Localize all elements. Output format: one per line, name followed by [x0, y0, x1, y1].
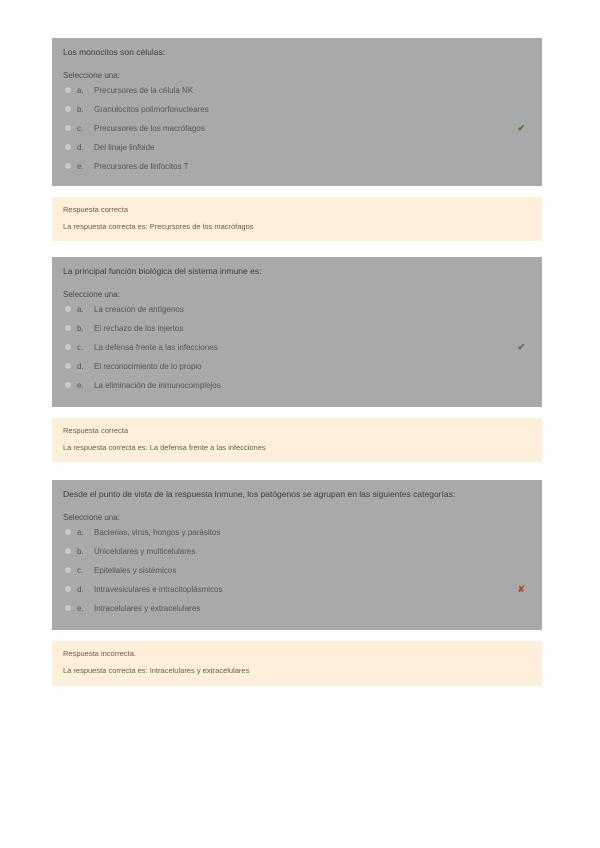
option-text: La eliminación de inmunocomplejos: [94, 381, 221, 390]
feedback-status: Respuesta incorrecta.: [63, 649, 136, 658]
radio-button[interactable]: [65, 567, 71, 573]
question-2-box: [52, 257, 542, 407]
question-3-option-b[interactable]: [63, 542, 531, 561]
question-2-option-a[interactable]: [63, 300, 531, 319]
option-letter: a.: [77, 528, 84, 537]
option-letter: b.: [77, 105, 84, 114]
question-2-option-e[interactable]: [63, 376, 531, 395]
question-2-feedback: [52, 418, 542, 462]
check-icon: ✔: [517, 123, 525, 133]
cross-icon: ✘: [517, 584, 525, 594]
question-2-text: La principal función biológica del sistema inmune es:: [63, 266, 262, 276]
question-3-text: Desde el punto de vista de la respuesta inmune, los patógenos se agrupan en las siguientes categorías:: [63, 489, 456, 499]
feedback-status: Respuesta correcta: [63, 426, 129, 435]
radio-button[interactable]: [65, 125, 71, 131]
question-1-option-a[interactable]: [63, 81, 531, 100]
question-3-option-d[interactable]: [63, 580, 531, 599]
option-text: Intravesiculares e intracitoplásmicos: [94, 585, 223, 594]
option-text: Unicelulares y multicelulares: [94, 547, 196, 556]
radio-button[interactable]: [65, 144, 71, 150]
option-letter: c.: [77, 124, 84, 133]
question-2-option-b[interactable]: [63, 319, 531, 338]
question-1-text: Los monocitos son células:: [63, 47, 166, 57]
question-3-option-c[interactable]: [63, 561, 531, 580]
question-2-option-c[interactable]: [63, 338, 531, 357]
option-text: Epiteliales y sistémicos: [94, 566, 177, 575]
radio-button[interactable]: [65, 548, 71, 554]
option-letter: e.: [77, 381, 84, 390]
option-letter: a.: [77, 86, 84, 95]
option-letter: d.: [77, 585, 84, 594]
question-1-option-b[interactable]: [63, 100, 531, 119]
radio-button[interactable]: [65, 586, 71, 592]
question-2-option-d[interactable]: [63, 357, 531, 376]
radio-button[interactable]: [65, 605, 71, 611]
option-text: Precursores de los macrófagos: [94, 124, 205, 133]
radio-button[interactable]: [65, 344, 71, 350]
option-letter: b.: [77, 324, 84, 333]
option-letter: b.: [77, 547, 84, 556]
radio-button[interactable]: [65, 382, 71, 388]
feedback-status: Respuesta correcta: [63, 205, 129, 214]
question-3-option-a[interactable]: [63, 523, 531, 542]
question-2-prompt: Seleccione una:: [63, 290, 120, 299]
question-1-option-d[interactable]: [63, 138, 531, 157]
radio-button[interactable]: [65, 163, 71, 169]
radio-button[interactable]: [65, 106, 71, 112]
radio-button[interactable]: [65, 363, 71, 369]
question-1-feedback: [52, 197, 542, 241]
option-letter: c.: [77, 566, 84, 575]
question-3-option-e[interactable]: [63, 599, 531, 618]
feedback-answer: La respuesta correcta es: La defensa frente a las infecciones: [63, 443, 266, 452]
option-letter: e.: [77, 162, 84, 171]
question-1-option-c[interactable]: [63, 119, 531, 138]
feedback-answer: La respuesta correcta es: Precursores de los macrófagos: [63, 222, 254, 231]
option-text: Precursores de linfocitos T: [94, 162, 189, 171]
option-letter: e.: [77, 604, 84, 613]
option-text: Del linaje linfoide: [94, 143, 155, 152]
option-text: El reconocimiento de lo propio: [94, 362, 202, 371]
radio-button[interactable]: [65, 87, 71, 93]
check-icon: ✔: [517, 342, 525, 352]
option-letter: a.: [77, 305, 84, 314]
radio-button[interactable]: [65, 325, 71, 331]
option-text: Precursores de la célula NK: [94, 86, 194, 95]
option-text: Intracelulares y extracelulares: [94, 604, 201, 613]
option-text: El rechazo de los injertos: [94, 324, 184, 333]
radio-button[interactable]: [65, 306, 71, 312]
question-1-box: [52, 38, 542, 186]
question-3-box: [52, 480, 542, 630]
option-text: La defensa frente a las infecciones: [94, 343, 218, 352]
radio-button[interactable]: [65, 529, 71, 535]
option-letter: d.: [77, 362, 84, 371]
feedback-answer: La respuesta correcta es: Intracelulares y extracelulares: [63, 666, 250, 675]
question-3-prompt: Seleccione una:: [63, 513, 120, 522]
option-letter: d.: [77, 143, 84, 152]
question-1-option-e[interactable]: [63, 157, 531, 176]
option-text: Granulocitos polimorfonucleares: [94, 105, 209, 114]
option-text: La creación de antígenos: [94, 305, 184, 314]
option-text: Bacterias, virus, hongos y parásitos: [94, 528, 221, 537]
question-1-prompt: Seleccione una:: [63, 71, 120, 80]
question-3-feedback: [52, 641, 542, 686]
option-letter: c.: [77, 343, 84, 352]
